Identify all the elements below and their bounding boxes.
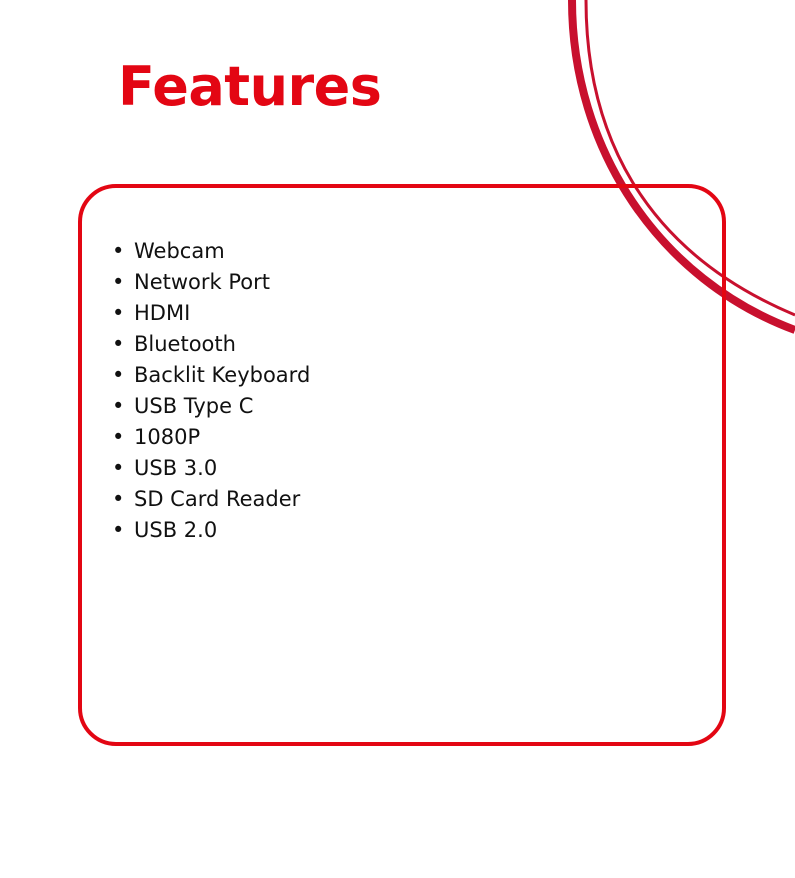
list-item-label: 1080P: [134, 425, 201, 449]
list-item-label: USB 3.0: [134, 456, 218, 480]
page-title: Features: [118, 55, 382, 118]
bullet-icon: •: [112, 363, 125, 387]
bullet-icon: •: [112, 487, 125, 511]
bullet-icon: •: [112, 518, 125, 542]
list-item: [112, 236, 722, 267]
list-item: [112, 484, 722, 515]
bullet-icon: •: [112, 301, 125, 325]
list-item: [112, 267, 722, 298]
list-item-label: HDMI: [134, 301, 191, 325]
list-item: [112, 453, 722, 484]
list-item-label: USB 2.0: [134, 518, 218, 542]
list-item: [112, 515, 722, 546]
bullet-icon: •: [112, 394, 125, 418]
list-item: [112, 329, 722, 360]
list-item: [112, 422, 722, 453]
list-item-label: Bluetooth: [134, 332, 236, 356]
list-item-label: USB Type C: [134, 394, 254, 418]
bullet-icon: •: [112, 425, 125, 449]
list-item-label: SD Card Reader: [134, 487, 301, 511]
list-item: [112, 298, 722, 329]
features-card: [78, 184, 726, 746]
bullet-icon: •: [112, 456, 125, 480]
list-item-label: Backlit Keyboard: [134, 363, 311, 387]
features-list: [82, 188, 722, 546]
list-item: [112, 391, 722, 422]
bullet-icon: •: [112, 270, 125, 294]
list-item: [112, 360, 722, 391]
bullet-icon: •: [112, 239, 125, 263]
list-item-label: Webcam: [134, 239, 225, 263]
list-item-label: Network Port: [134, 270, 270, 294]
bullet-icon: •: [112, 332, 125, 356]
